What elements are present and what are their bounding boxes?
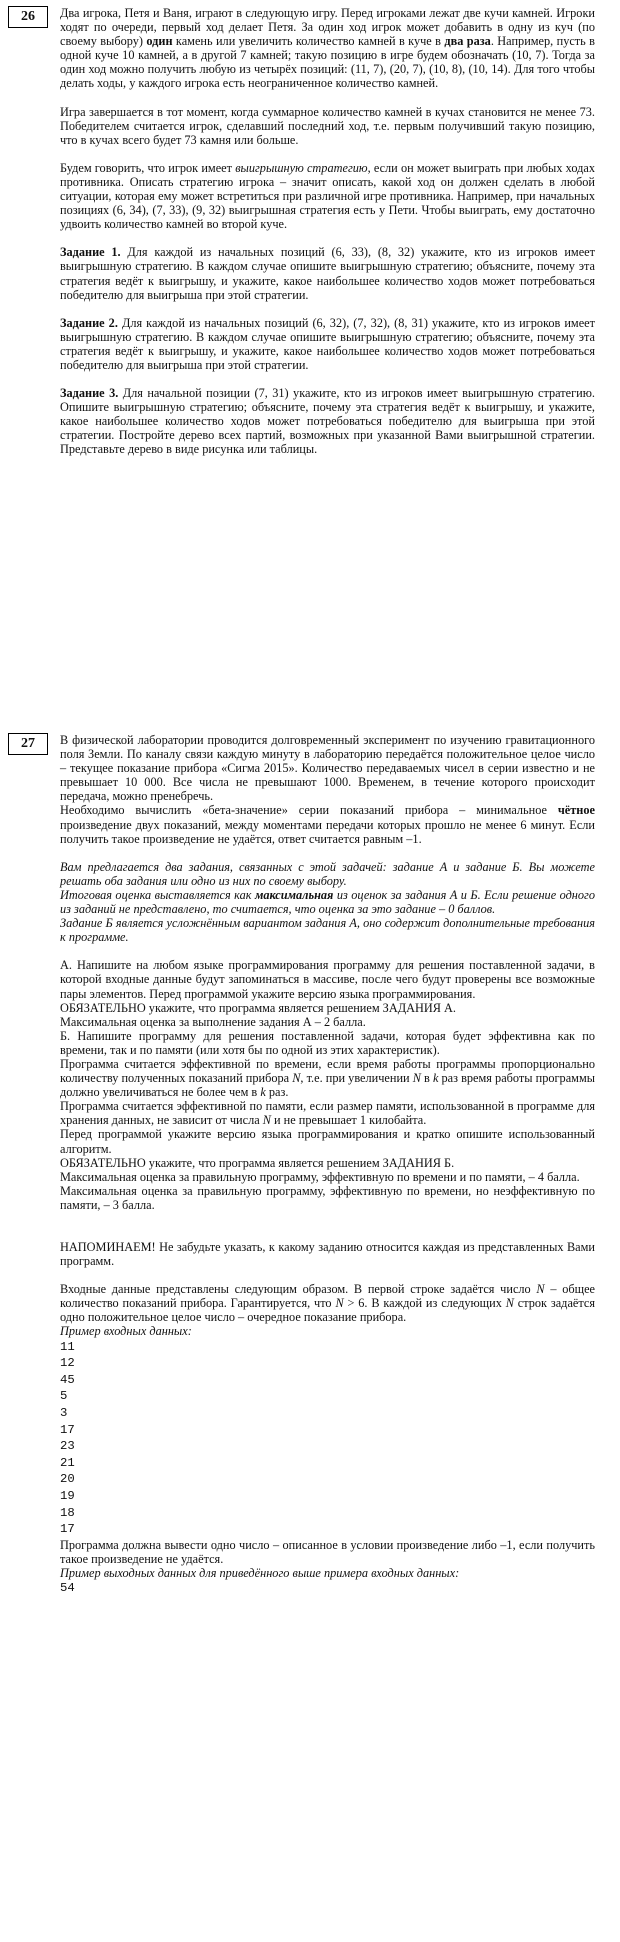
example-input-line: 17 xyxy=(60,1522,75,1537)
example-input-line: 18 xyxy=(60,1505,75,1520)
paragraph: Максимальная оценка за правильную программу, эффективную по времени и по памяти, – 4 балла. xyxy=(60,1169,580,1184)
example-input-line: 17 xyxy=(60,1422,75,1437)
example-input-line: 21 xyxy=(60,1455,75,1470)
italic-note: Итоговая оценка выставляется как максимальная из оценок за задания А и Б. Если решение одного из заданий не представлено, то считается, что оценка за это задание – 0 баллов. xyxy=(60,887,595,917)
task-number-badge: 26 xyxy=(8,6,48,28)
reminder: НАПОМИНАЕМ! Не забудьте указать, к какому заданию относится каждая из представленных Вами программ. xyxy=(60,1240,595,1269)
paragraph: Перед программой укажите версию языка программирования и кратко опишите использованный алгоритм. xyxy=(60,1127,595,1156)
task-27 xyxy=(8,733,612,1597)
paragraph: Программа считается эффективной по времени, если время работы программы пропорционально количеству полученных показаний прибора N, т.е. при увеличении N в k раз время работы программы должно увеличиваться не более чем в k раз. xyxy=(60,1056,595,1100)
paragraph: Будем говорить, что игрок имеет выигрышную стратегию, если он может выиграть при любых ходах противника. Описать стратегию игрока – значит описать, какой ход он должен сделать в любой ситуации, которая ему может встретиться при различной игре противника. Например, при начальных позициях (6, 34), (7, 33), (9, 32) выигрышная стратегия есть у Пети. Чтобы выиграть, ему достаточно удвоить количество камней во второй куче. xyxy=(60,160,595,232)
paragraph: Максимальная оценка за выполнение задания А – 2 балла. xyxy=(60,1014,366,1029)
example-input-line: 19 xyxy=(60,1488,75,1503)
example-output-label: Пример выходных данных для приведённого выше примера входных данных: xyxy=(60,1565,460,1580)
paragraph: Максимальная оценка за правильную программу, эффективную по времени, но неэффективную по памяти, – 3 балла. xyxy=(60,1183,595,1212)
paragraph: Входные данные представлены следующим образом. В первой строке задаётся число N – общее количество показаний прибора. Гарантируется, что N > 6. В каждой из следующих N строк задаётся одно положительное целое число – очередное показание прибора. xyxy=(60,1282,595,1325)
paragraph: Б. Напишите программу для решения поставленной задачи, которая будет эффективна как по времени, так и по памяти (или хотя бы по одной из этих характеристик). xyxy=(60,1028,595,1057)
example-input-line: 3 xyxy=(60,1405,68,1420)
task-number-badge: 27 xyxy=(8,733,48,755)
italic-note: Вам предлагается два задания, связанных с этой задачей: задание А и задание Б. Вы можете решать оба задания или одно из них по своему выбору. xyxy=(60,859,595,888)
task-26 xyxy=(8,6,612,457)
subtask-1: Задание 1. Для каждой из начальных позиций (6, 33), (8, 32) укажите, кто из игроков имеет выигрышную стратегию. В каждом случае опишите выигрышную стратегию; объясните, почему эта стратегия ведёт к выигрышу, и укажите, какое наибольшее количество ходов может потребоваться победителю для выигрыша при этой стратегии. xyxy=(60,245,595,302)
example-input-line: 20 xyxy=(60,1472,75,1487)
example-input-line: 11 xyxy=(60,1339,75,1354)
paragraph: ОБЯЗАТЕЛЬНО укажите, что программа является решением ЗАДАНИЯ Б. xyxy=(60,1155,455,1170)
example-input-line: 23 xyxy=(60,1439,75,1454)
task-26-body xyxy=(60,6,595,457)
task-27-body xyxy=(60,733,595,1597)
italic-note: Задание Б является усложнённым вариантом задания А, оно содержит дополнительные требования к программе. xyxy=(60,916,595,945)
paragraph: А. Напишите на любом языке программирования программу для решения поставленной задачи, в которой входные данные будут запоминаться в массиве, после чего будут проверены все возможные пары элементов. Перед программой укажите версию языка программирования. xyxy=(60,958,595,1001)
paragraph: Два игрока, Петя и Ваня, играют в следующую игру. Перед игроками лежат две кучи камней. Игроки ходят по очереди, первый ход делает Петя. За один ход игрок может добавить в одну из куч (по своему выбору) один камень или увеличить количество камней в куче в два раза. Например, пусть в одной куче 10 камней, а в другой 7 камней; такую позицию в игре будем обозначать (10, 7). Тогда за один ход можно получить любую из четырёх позиций: (11, 7), (20, 7), (10, 8), (10, 14). Для того чтобы делать ходы, у каждого игрока есть неограниченное количество камней. xyxy=(60,6,595,91)
subtask-2: Задание 2. Для каждой из начальных позиций (6, 32), (7, 32), (8, 31) укажите, кто из игроков имеет выигрышную стратегию. В каждом случае опишите выигрышную стратегию; объясните, почему эта стратегия ведёт к выигрышу, и укажите, какое наибольшее количество ходов может потребоваться победителю для выигрыша при этой стратегии. xyxy=(60,315,595,372)
paragraph: Необходимо вычислить «бета-значение» серии показаний прибора – минимальное чётное произведение двух показаний, между моментами передачи которых прошло не менее 6 минут. Если получить такое произведение не удаётся, ответ считается равным –1. xyxy=(60,803,595,846)
example-input-line: 45 xyxy=(60,1372,75,1387)
example-input-line: 12 xyxy=(60,1356,75,1371)
paragraph: Программа считается эффективной по памяти, если размер памяти, использованной в программе для хранения данных, не зависит от числа N и не превышает 1 килобайта. xyxy=(60,1099,595,1128)
paragraph: В физической лаборатории проводится долговременный эксперимент по изучению гравитационного поля Земли. По каналу связи каждую минуту в лабораторию передаётся положительное целое число – текущее показание прибора «Сигма 2015». Количество передаваемых чисел в серии известно и не превышает 10 000. Все числа не превышают 1000. Временем, в течение которого происходит передача, можно пренебречь. xyxy=(60,733,595,804)
subtask-3: Задание 3. Для начальной позиции (7, 31) укажите, кто из игроков имеет выигрышную стратегию. Опишите выигрышную стратегию; объясните, почему эта стратегия ведёт к выигрышу, и укажите, какое наибольшее количество ходов может потребоваться победителю для выигрыша при этой стратегии. Постройте дерево всех партий, возможных при указанной Вами выигрышной стратегии. Представьте дерево в виде рисунка или таблицы. xyxy=(60,386,595,457)
example-input-line: 5 xyxy=(60,1389,68,1404)
paragraph: ОБЯЗАТЕЛЬНО укажите, что программа является решением ЗАДАНИЯ А. xyxy=(60,1000,456,1015)
example-output-value: 54 xyxy=(60,1580,75,1595)
paragraph: Программа должна вывести одно число – описанное в условии произведение либо –1, если получить такое произведение не удаётся. xyxy=(60,1537,595,1566)
example-input-block xyxy=(60,1339,595,1538)
paragraph: Игра завершается в тот момент, когда суммарное количество камней в кучах становится не менее 73. Победителем считается игрок, сделавший последний ход, т.е. первым получивший такую позицию, что в кучах всего будет 73 камня или больше. xyxy=(60,104,595,147)
example-input-label: Пример входных данных: xyxy=(60,1324,192,1339)
